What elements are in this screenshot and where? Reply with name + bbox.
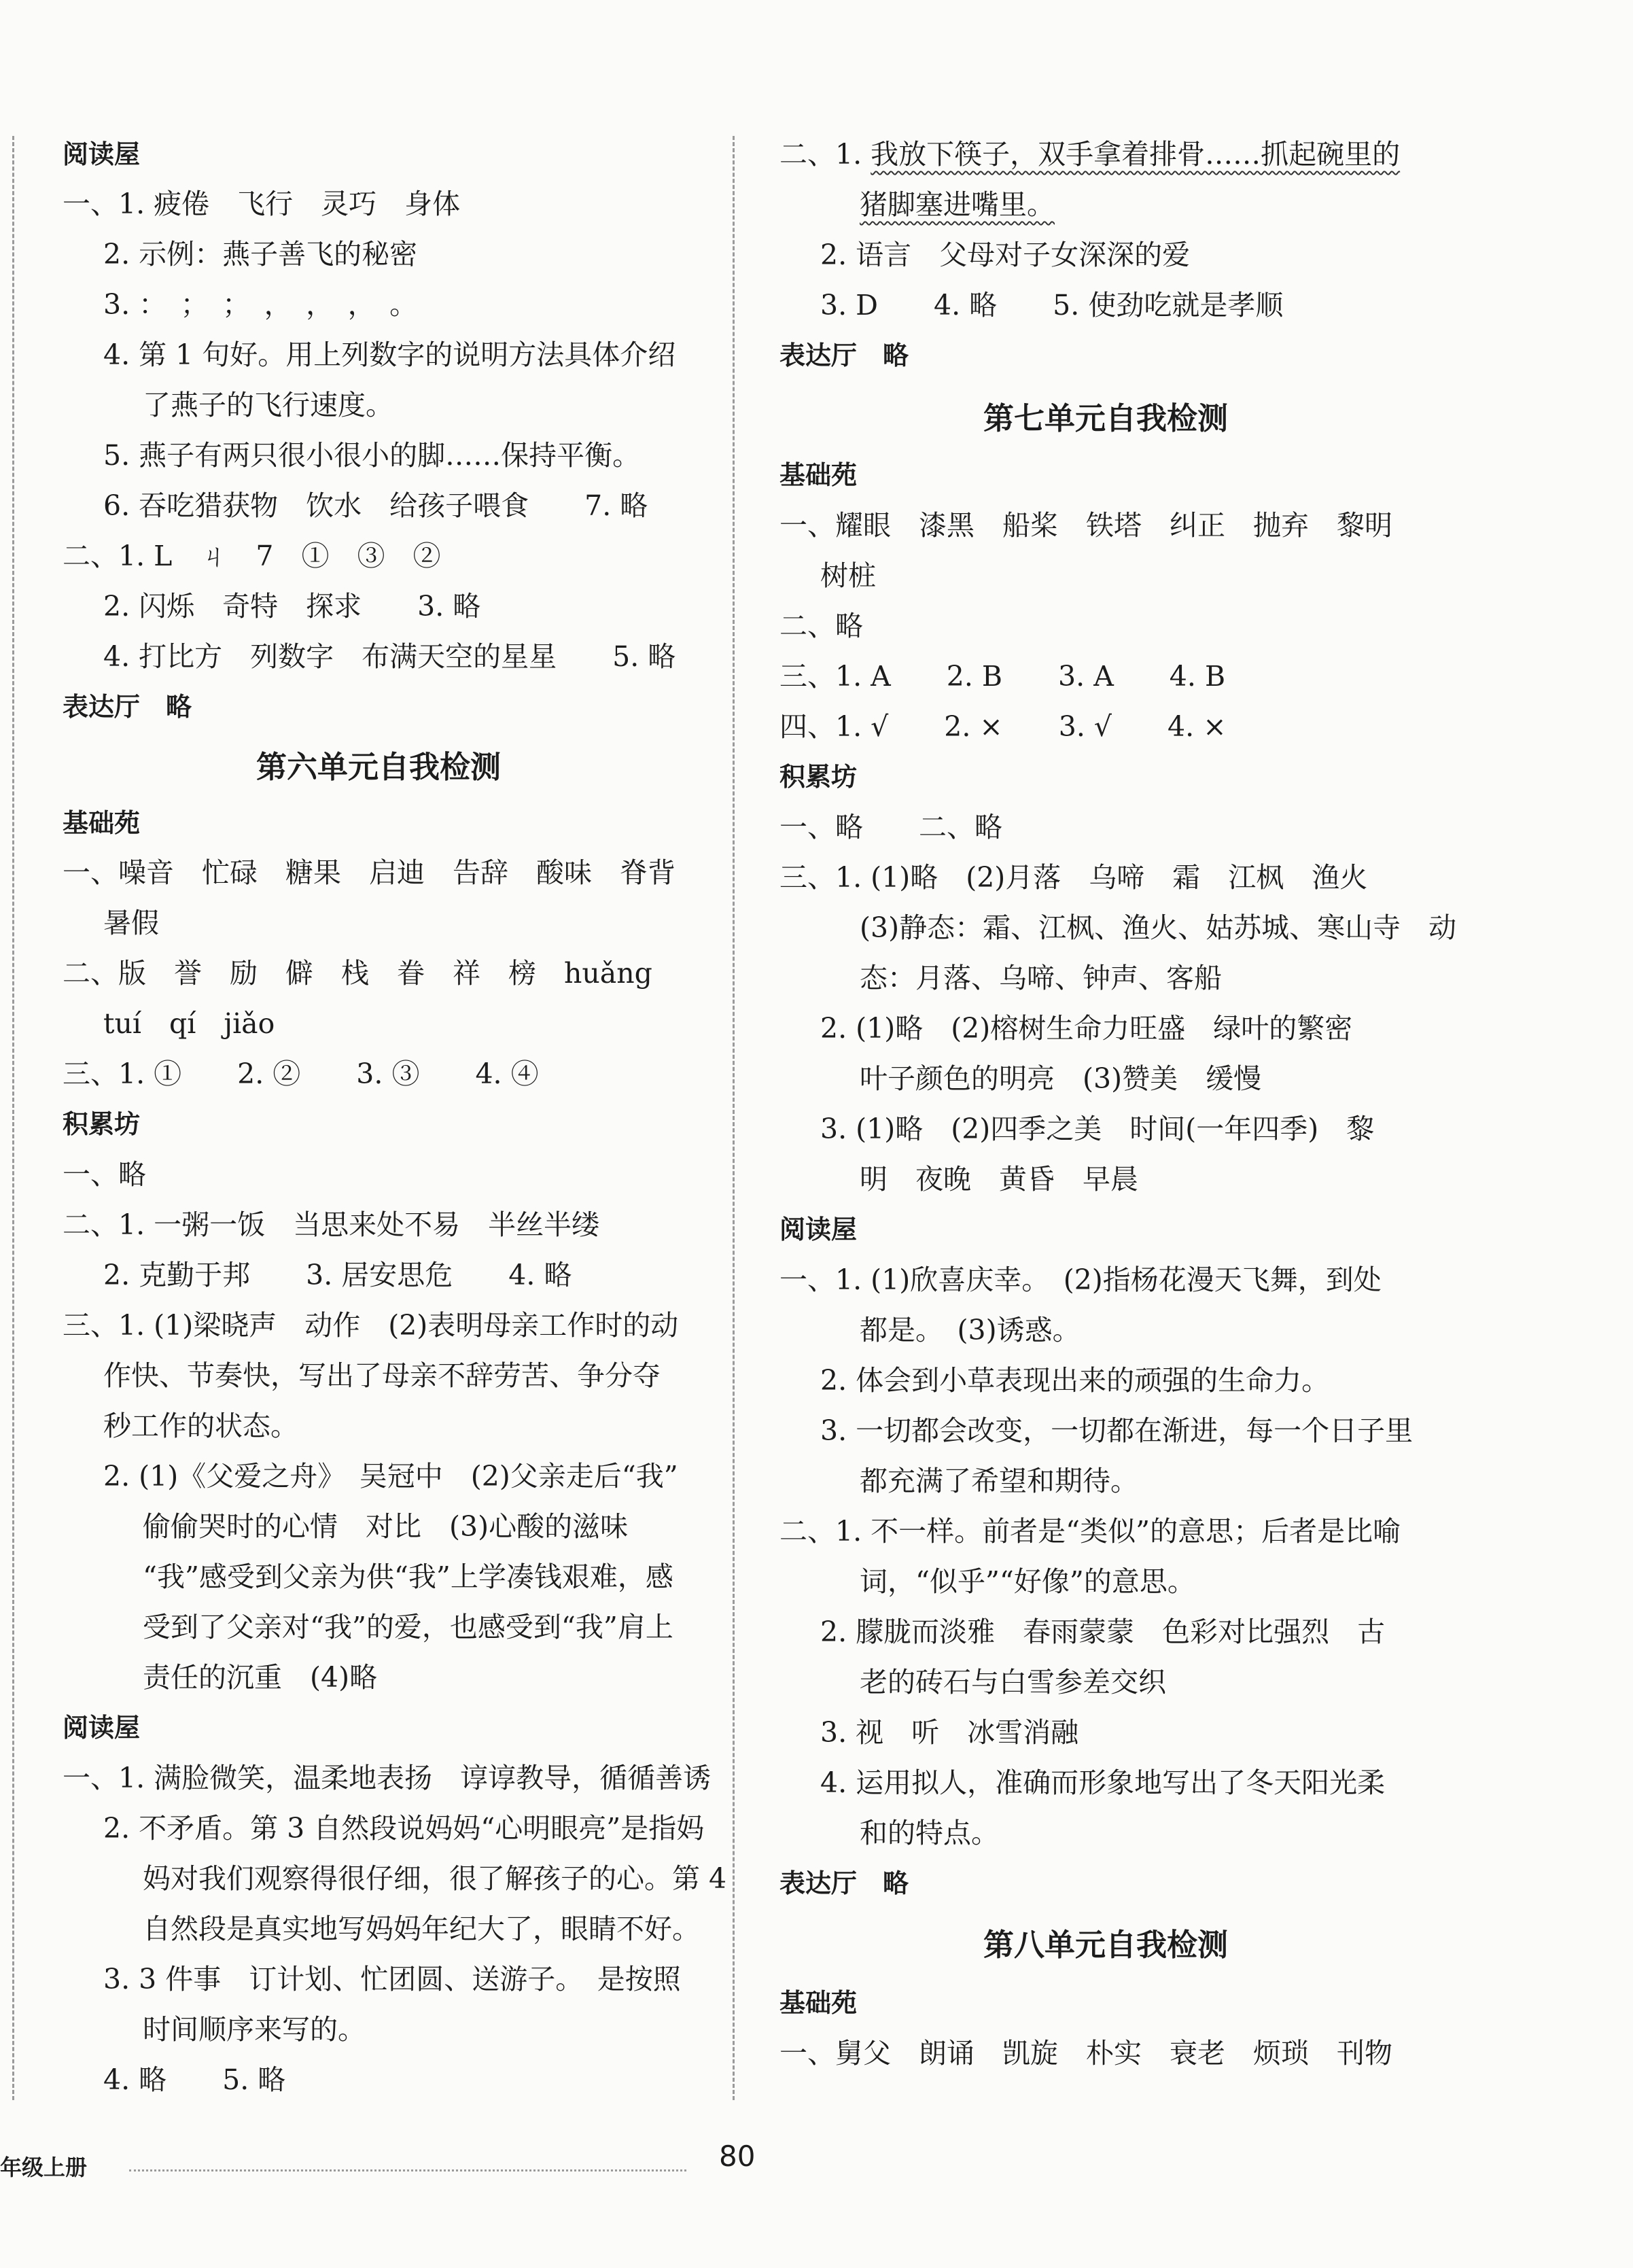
answer-line: 偷偷哭时的心情 对比 (3)心酸的滋味 bbox=[143, 1510, 629, 1543]
section-heading: 表达厅 略 bbox=[63, 692, 192, 722]
answer-line: 2. 示例：燕子善飞的秘密 bbox=[103, 238, 418, 271]
answer-line: 二、1. 不一样。前者是“类似”的意思；后者是比喻 bbox=[779, 1515, 1401, 1548]
answer-line: 2. 体会到小草表现出来的顽强的生命力。 bbox=[820, 1364, 1330, 1397]
section-heading: 基础苑 bbox=[779, 1988, 858, 2018]
answer-line: 一、略 bbox=[63, 1158, 146, 1191]
answer-line: 态：月落、乌啼、钟声、客船 bbox=[860, 962, 1222, 994]
answer-line: 词，“似乎”“好像”的意思。 bbox=[860, 1565, 1195, 1598]
answer-line: 2. 不矛盾。第 3 自然段说妈妈“心明眼亮”是指妈 bbox=[103, 1812, 705, 1845]
answer-line: 责任的沉重 (4)略 bbox=[143, 1661, 378, 1694]
answer-line: “我”感受到父亲为供“我”上学凑钱艰难，感 bbox=[143, 1560, 673, 1593]
unit-title: 第六单元自我检测 bbox=[256, 749, 501, 785]
answer-line: 二、略 bbox=[779, 610, 863, 642]
answer-line: 2. 朦胧而淡雅 春雨蒙蒙 色彩对比强烈 古 bbox=[820, 1616, 1386, 1648]
answer-line: 3. ： ； ； ， ， ， 。 bbox=[103, 288, 418, 321]
answer-line: 5. 燕子有两只很小很小的脚……保持平衡。 bbox=[103, 439, 641, 472]
answer-line: 了燕子的飞行速度。 bbox=[143, 389, 393, 421]
section-heading: 阅读屋 bbox=[779, 1215, 858, 1244]
wavy-underlined-text: 我放下筷子，双手拿着排骨……抓起碗里的 bbox=[871, 138, 1401, 171]
answer-line: 二、版 誉 励 僻 栈 眷 祥 榜 huǎng bbox=[63, 957, 652, 990]
section-heading: 表达厅 略 bbox=[779, 1868, 909, 1898]
section-heading: 阅读屋 bbox=[63, 1713, 141, 1743]
answer-line: 二、1. 一粥一饭 当思来处不易 半丝半缕 bbox=[63, 1208, 600, 1241]
binding-line-middle bbox=[733, 136, 735, 2100]
answer-line: 作快、节奏快，写出了母亲不辞劳苦、争分夺 bbox=[103, 1359, 661, 1392]
answer-line: 都是。 (3)诱惑。 bbox=[860, 1314, 1081, 1346]
answer-line: 2. 闪烁 奇特 探求 3. 略 bbox=[103, 590, 481, 623]
section-heading: 基础苑 bbox=[779, 460, 858, 490]
section-heading: 基础苑 bbox=[63, 808, 141, 838]
answer-line: 2. 语言 父母对子女深深的爱 bbox=[820, 239, 1191, 271]
answer-line: 三、1. (1)略 (2)月落 乌啼 霜 江枫 渔火 bbox=[779, 861, 1368, 894]
answer-line: 3. 一切都会改变，一切都在渐进，每一个日子里 bbox=[820, 1414, 1413, 1447]
answer-line: tuí qí jiǎo bbox=[103, 1007, 275, 1040]
binding-line-left bbox=[12, 136, 14, 2100]
answer-line: 时间顺序来写的。 bbox=[143, 2013, 366, 2046]
answer-line: 秒工作的状态。 bbox=[103, 1410, 298, 1442]
answer-line: (3)静态：霜、江枫、渔火、姑苏城、寒山寺 动 bbox=[860, 911, 1457, 944]
answer-line: 受到了父亲对“我”的爱，也感受到“我”肩上 bbox=[143, 1611, 673, 1643]
answer-line: 4. 略 5. 略 bbox=[103, 2063, 286, 2096]
wavy-underlined-text: 猪脚塞进嘴里。 bbox=[860, 188, 1055, 221]
footer-grade-label: 年级上册 bbox=[0, 2154, 88, 2180]
answer-line: 一、略 二、略 bbox=[779, 811, 1002, 843]
answer-line: 3. (1)略 (2)四季之美 时间(一年四季) 黎 bbox=[820, 1113, 1375, 1145]
section-heading: 积累坊 bbox=[779, 762, 858, 792]
answer-prefix: 二、1. bbox=[779, 138, 871, 171]
section-heading: 积累坊 bbox=[63, 1109, 141, 1139]
answer-line: 二、1. L ㄐ 7 ① ③ ② bbox=[63, 540, 441, 572]
answer-line: 明 夜晚 黄昏 早晨 bbox=[860, 1163, 1138, 1196]
answer-line: 自然段是真实地写妈妈年纪大了，眼睛不好。 bbox=[143, 1913, 700, 1945]
answer-line: 6. 吞吃猎获物 饮水 给孩子喂食 7. 略 bbox=[103, 489, 648, 522]
answer-line: 一、1. (1)欣喜庆幸。 (2)指杨花漫天飞舞，到处 bbox=[779, 1263, 1382, 1296]
answer-line: 2. (1)略 (2)榕树生命力旺盛 绿叶的繁密 bbox=[820, 1012, 1353, 1045]
answer-line: 3. 视 听 冰雪消融 bbox=[820, 1716, 1079, 1749]
answer-line: 4. 打比方 列数字 布满天空的星星 5. 略 bbox=[103, 640, 676, 673]
answer-line: 2. (1)《父爱之舟》 吴冠中 (2)父亲走后“我” bbox=[103, 1460, 678, 1493]
answer-line: 4. 第 1 句好。用上列数字的说明方法具体介绍 bbox=[103, 338, 676, 371]
unit-title: 第八单元自我检测 bbox=[983, 1927, 1228, 1963]
answer-line: 都充满了希望和期待。 bbox=[860, 1465, 1138, 1497]
footer-dotted-rule bbox=[129, 2169, 686, 2171]
answer-line: 一、1. 满脸微笑，温柔地表扬 谆谆教导，循循善诱 bbox=[63, 1762, 712, 1794]
answer-line: 4. 运用拟人，准确而形象地写出了冬天阳光柔 bbox=[820, 1766, 1386, 1799]
answer-line: 暑假 bbox=[103, 907, 159, 939]
answer-line: 一、耀眼 漆黑 船桨 铁塔 纠正 抛弃 黎明 bbox=[779, 509, 1392, 542]
answer-line: 老的砖石与白雪参差交织 bbox=[860, 1666, 1166, 1698]
answer-line: 叶子颜色的明亮 (3)赞美 缓慢 bbox=[860, 1062, 1262, 1095]
answer-line: 3. 3 件事 订计划、忙团圆、送游子。 是按照 bbox=[103, 1963, 681, 1995]
answer-line: 三、1. ① 2. ② 3. ③ 4. ④ bbox=[63, 1058, 539, 1090]
answer-line: 2. 克勤于邦 3. 居安思危 4. 略 bbox=[103, 1259, 572, 1291]
answer-line: 一、噪音 忙碌 糖果 启迪 告辞 酸味 脊背 bbox=[63, 856, 675, 889]
answer-line bbox=[779, 129, 1400, 179]
section-heading: 阅读屋 bbox=[63, 139, 141, 169]
answer-line: 3. D 4. 略 5. 使劲吃就是孝顺 bbox=[820, 289, 1284, 321]
unit-title: 第七单元自我检测 bbox=[983, 400, 1228, 436]
answer-line: 和的特点。 bbox=[860, 1817, 999, 1849]
answer-line: 一、1. 疲倦 飞行 灵巧 身体 bbox=[63, 188, 461, 220]
page-number: 80 bbox=[719, 2140, 756, 2173]
section-heading: 表达厅 略 bbox=[779, 341, 909, 370]
answer-line: 四、1. √ 2. × 3. √ 4. × bbox=[779, 710, 1227, 743]
answer-line: 三、1. A 2. B 3. A 4. B bbox=[779, 660, 1226, 693]
answer-line: 妈对我们观察得很仔细，很了解孩子的心。第 4 bbox=[143, 1862, 727, 1895]
answer-line: 一、舅父 朗诵 凯旋 朴实 衰老 烦琐 刊物 bbox=[779, 2037, 1392, 2070]
answer-line: 三、1. (1)梁晓声 动作 (2)表明母亲工作时的动 bbox=[63, 1309, 679, 1342]
answer-line: 树桩 bbox=[820, 559, 876, 592]
